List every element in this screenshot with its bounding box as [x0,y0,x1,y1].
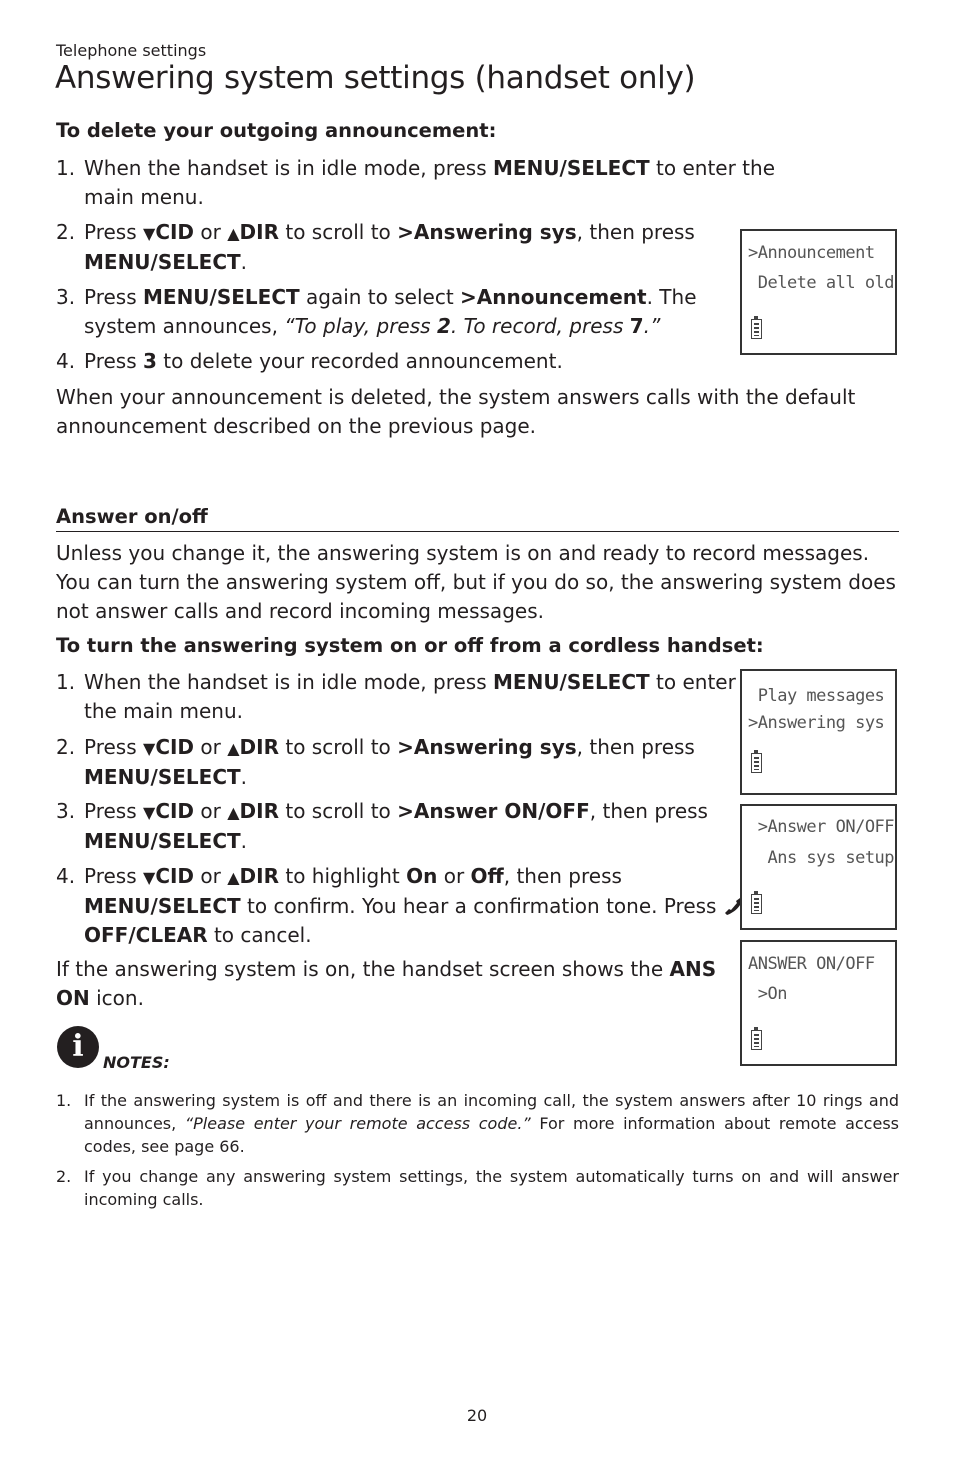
delete-step-1: 1. When the handset is in idle mode, press MENU/SELECT to enter the main menu. [56,156,775,209]
down-arrow-icon: ▼ [143,803,156,822]
ans-on-text: If the answering system is on, the handset screen shows the ANS ON icon. [56,957,717,1010]
battery-icon [751,894,762,914]
up-arrow-icon: ▲ [227,803,240,822]
delete-result-text: When your announcement is deleted, the system answers calls with the default announcement described on the previous page. [56,385,856,438]
answer-step-3: 3. Press ▼CID or ▲DIR to scroll to >Answer ON/OFF, then press MENU/SELECT. [56,799,708,853]
down-arrow-icon: ▼ [143,868,156,887]
lcd-screen-on: ANSWER ON/OFF >On [740,940,897,1066]
up-arrow-icon: ▲ [227,739,240,758]
delete-step-4: 4. Press 3 to delete your recorded announcement. [56,349,563,373]
section-label: Telephone settings [56,41,207,60]
page-number: 20 [466,1406,488,1425]
delete-step-3: 3. Press MENU/SELECT again to select >Announcement. The system announces, “To play, press 2. To record, press 7.” [56,285,697,338]
answer-intro-text: Unless you change it, the answering system is on and ready to record messages. You can turn the answering system off, but if you do so, the answering system does not answer calls and record incoming messages. [56,541,896,623]
info-icon: i [57,1026,99,1068]
answer-heading: To turn the answering system on or off from a cordless handset: [56,634,764,657]
note-1: 1. If the answering system is off and there is an incoming call, the system answers after 10 rings and announces, “Please enter your remote access code.” For more information about remote access codes, see page 66. [56,1091,899,1156]
answer-step-1: 1. When the handset is in idle mode, press MENU/SELECT to enter the main menu. [56,670,736,723]
lcd-screen-answering-sys: Play messages >Answering sys [740,669,897,795]
note-2: 2. If you change any answering system settings, the system automatically turns on and will answer incoming calls. [56,1167,899,1209]
battery-icon [751,753,762,773]
up-arrow-icon: ▲ [227,224,240,243]
answer-step-4: 4. Press ▼CID or ▲DIR to highlight On or Off, then press MENU/SELECT to confirm. You hear a confirmation tone. Press OFF/CLEAR to cancel. [56,862,736,950]
battery-icon [751,319,762,339]
answer-onoff-subheading: Answer on/off [56,505,899,532]
lcd-screen-announcement: >Announcement Delete all old [740,229,897,355]
up-arrow-icon: ▲ [227,868,240,887]
down-arrow-icon: ▼ [143,224,156,243]
delete-heading: To delete your outgoing announcement: [56,119,497,142]
notes-title: NOTES: [103,1053,170,1072]
down-arrow-icon: ▼ [143,739,156,758]
answer-step-2: 2. Press ▼CID or ▲DIR to scroll to >Answering sys, then press MENU/SELECT. [56,735,695,789]
lcd-screen-answer-onoff: >Answer ON/OFF Ans sys setup [740,804,897,930]
page-title: Answering system settings (handset only) [55,60,696,96]
battery-icon [751,1030,762,1050]
delete-step-2: 2. Press ▼CID or ▲DIR to scroll to >Answering sys, then press MENU/SELECT. [56,220,695,274]
